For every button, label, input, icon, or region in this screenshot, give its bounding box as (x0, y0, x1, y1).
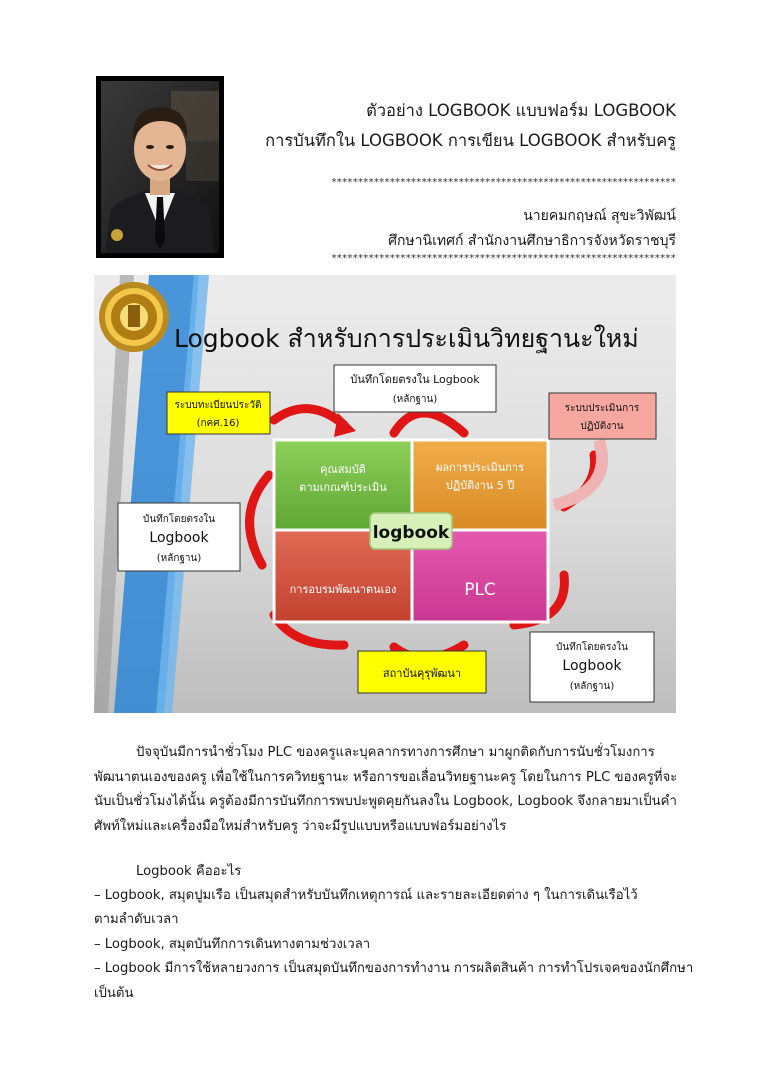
bullet-2: – Logbook, สมุดบันทึกการเดินทางตามช่วงเวลา (94, 937, 371, 952)
evaluation-system-1: ระบบประเมินการ (564, 403, 640, 414)
left-evidence-2: Logbook (149, 530, 209, 546)
logbook-infographic (94, 275, 676, 713)
evaluation-system-box (549, 393, 656, 439)
top-evidence-2: (หลักฐาน) (392, 394, 438, 405)
bullet-3-line-1: – Logbook มีการใช้หลายวงการ เป็นสมุดบันทึกของการทำงาน การผลิตสินค้า การทำโปรเจคของนักศึกษา (94, 961, 694, 976)
separator-bottom: ***************************************************************** (331, 253, 676, 264)
right-evidence-1: บันทึกโดยตรงใน (555, 642, 629, 653)
quad-qualification-1: คุณสมบัติ (320, 463, 366, 476)
page-title: ตัวอย่าง LOGBOOK แบบฟอร์ม LOGBOOK (366, 101, 676, 120)
institute-label: สถาบันคุรุพัฒนา (382, 667, 462, 680)
seal-logo (99, 282, 169, 352)
evaluation-system-2: ปฏิบัติงาน (580, 421, 624, 432)
quad-evaluation-2: ปฏิบัติงาน 5 ปี (445, 479, 515, 492)
right-evidence-2: Logbook (562, 658, 622, 674)
author-office: ศึกษานิเทศก์ สำนักงานศึกษาธิการจังหวัดราชบุรี (388, 233, 676, 249)
quad-evaluation-1: ผลการประเมินการ (435, 461, 525, 474)
registry-label-2: (กคศ.16) (196, 418, 240, 429)
bullet-3-line-2: เป็นต้น (94, 986, 134, 1001)
left-evidence-3: (หลักฐาน) (156, 553, 202, 564)
page-subtitle: การบันทึกใน LOGBOOK การเขียน LOGBOOK สำหรับครู (265, 131, 676, 150)
right-evidence-3: (หลักฐาน) (569, 681, 615, 692)
bullet-1-line-1: – Logbook, สมุดปูมเรือ เป็นสมุดสำหรับบันทึกเหตุการณ์ และรายละเอียดต่าง ๆ ในการเดินเรือไว้ (94, 888, 638, 903)
separator-top: ***************************************************************** (331, 177, 676, 188)
section-question: Logbook คืออะไร (136, 864, 242, 879)
portrait-image (101, 81, 219, 253)
top-evidence-1: บันทึกโดยตรงใน Logbook (350, 373, 480, 386)
left-evidence-1: บันทึกโดยตรงใน (142, 514, 216, 525)
quad-plc: PLC (464, 580, 496, 600)
registry-label-1: ระบบทะเบียนประวัติ (174, 400, 262, 411)
quad-qualification-2: ตามเกณฑ์ประเมิน (299, 481, 387, 494)
quad-training: การอบรมพัฒนาตนเอง (289, 583, 397, 596)
author-photo (96, 76, 224, 258)
intro-paragraph: ปัจจุบันมีการนำชั่วโมง PLC ของครูและบุคลากรทางการศึกษา มาผูกติดกับการนับชั่วโมงการพัฒนาตนเองของครู เพื่อใช้ในการควิทยฐานะ หรือการขอเลื่อนวิทยฐานะครู โดยในการ PLC ของครูที่จะนับเป็นชั่วโมงได้นั้น ครูต้องมีการบันทึกการพบปะพูดคุยกันลงใน Logbook, Logbook จึงกลายมาเป็นคำศัพท์ใหม่และเครื่องมือใหม่สำหรับครู ว่าจะมีรูปแบบหรือแบบฟอร์มอย่างไร (94, 745, 678, 834)
center-logbook: logbook (372, 523, 450, 543)
bullet-1-line-2: ตามลำดับเวลา (94, 912, 179, 927)
infographic-heading: Logbook สำหรับการประเมินวิทยฐานะใหม่ (174, 324, 639, 353)
author-name: นายคมกฤษณ์ สุขะวิพัฒน์ (523, 208, 676, 224)
